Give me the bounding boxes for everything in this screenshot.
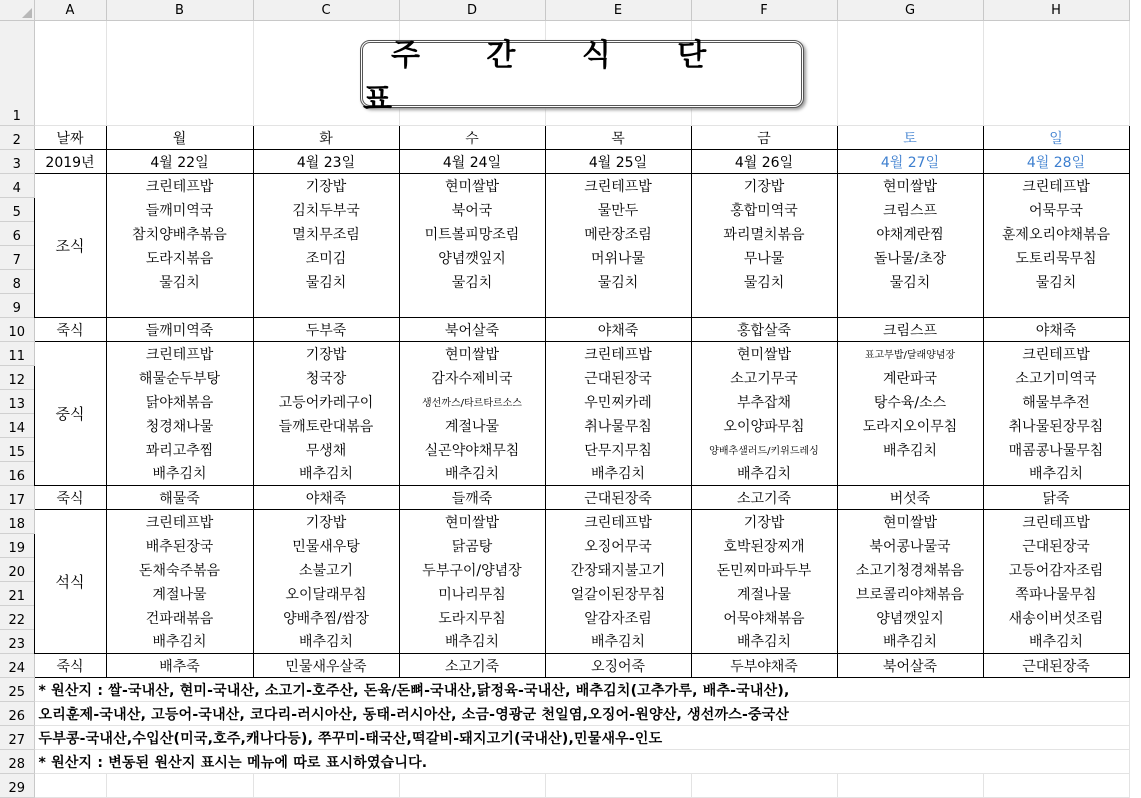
porridge-item-cell: 북어살죽	[399, 318, 545, 342]
menu-item-cell: 들깨미역국	[106, 198, 253, 222]
menu-item-cell	[691, 294, 837, 318]
menu-item-cell: 물김치	[253, 270, 399, 294]
menu-item-cell: 계절나물	[106, 582, 253, 606]
menu-item-cell: 탕수육/소스	[837, 390, 983, 414]
menu-item-cell: 단무지무침	[545, 438, 691, 462]
porridge-item-cell: 닭죽	[983, 486, 1129, 510]
menu-item-cell: 오이달래무침	[253, 582, 399, 606]
column-header[interactable]: G	[837, 0, 983, 21]
menu-item-cell: 현미쌀밥	[691, 342, 837, 366]
menu-item-cell	[106, 294, 253, 318]
menu-item-cell: 도토리묵무침	[983, 246, 1129, 270]
column-header[interactable]: A	[34, 0, 106, 21]
menu-item-cell: 간장돼지불고기	[545, 558, 691, 582]
row-header: 22	[0, 606, 34, 630]
column-header[interactable]: E	[545, 0, 691, 21]
menu-item-cell: 크린테프밥	[106, 174, 253, 198]
cell	[837, 774, 983, 798]
menu-item-cell: 크린테프밥	[106, 510, 253, 534]
menu-item-cell: 계란파국	[837, 366, 983, 390]
menu-item-cell: 고등어카레구이	[253, 390, 399, 414]
menu-item-cell: 크린테프밥	[983, 510, 1129, 534]
date-cell: 4월 27일	[837, 150, 983, 174]
day-header-cell: 일	[983, 126, 1129, 150]
menu-item-cell: 소고기미역국	[983, 366, 1129, 390]
menu-item-cell: 현미쌀밥	[399, 342, 545, 366]
row-header: 3	[0, 150, 34, 174]
menu-item-cell: 현미쌀밥	[399, 174, 545, 198]
column-header[interactable]: H	[983, 0, 1129, 21]
column-header[interactable]: D	[399, 0, 545, 21]
row-header: 1	[0, 21, 34, 126]
porridge-item-cell: 들깨죽	[399, 486, 545, 510]
porridge-item-cell: 소고기죽	[691, 486, 837, 510]
select-all-triangle-icon	[22, 8, 32, 18]
row-header: 16	[0, 462, 34, 486]
menu-item-cell: 크린테프밥	[983, 174, 1129, 198]
year-cell: 2019년	[34, 150, 106, 174]
menu-item-cell: 청국장	[253, 366, 399, 390]
menu-item-cell: 어묵무국	[983, 198, 1129, 222]
menu-item-cell: 메란장조림	[545, 222, 691, 246]
porridge-item-cell: 근대된장죽	[983, 654, 1129, 678]
menu-item-cell: 브로콜리야채볶음	[837, 582, 983, 606]
menu-item-cell: 도라지볶음	[106, 246, 253, 270]
menu-item-cell: 기장밥	[253, 174, 399, 198]
menu-item-cell: 건파래볶음	[106, 606, 253, 630]
row-header: 17	[0, 486, 34, 510]
row-header: 19	[0, 534, 34, 558]
meal-label-cell: 조식	[34, 174, 106, 318]
column-header[interactable]: C	[253, 0, 399, 21]
menu-item-cell: 기장밥	[253, 510, 399, 534]
meal-label-cell: 죽식	[34, 318, 106, 342]
row-header: 2	[0, 126, 34, 150]
row-header: 9	[0, 294, 34, 318]
menu-item-cell: 무생채	[253, 438, 399, 462]
menu-item-cell: 배추김치	[983, 630, 1129, 654]
porridge-item-cell: 근대된장죽	[545, 486, 691, 510]
origin-note: 두부콩-국내산,수입산(미국,호주,캐나다등), 쭈꾸미-태국산,떡갈비-돼지고기(국내산),민물새우-인도	[34, 726, 1129, 750]
menu-item-cell: 근대된장국	[983, 534, 1129, 558]
day-header-cell: 화	[253, 126, 399, 150]
menu-item-cell: 물김치	[983, 270, 1129, 294]
porridge-item-cell: 민물새우살죽	[253, 654, 399, 678]
origin-note: * 원산지 : 쌀-국내산, 현미-국내산, 소고기-호주산, 돈육/돈뼈-국내산,닭정육-국내산, 배추김치(고추가루, 배추-국내산),	[34, 678, 1129, 702]
meal-label-cell: 석식	[34, 510, 106, 654]
menu-item-cell: 김치두부국	[253, 198, 399, 222]
row-header: 26	[0, 702, 34, 726]
row-header: 4	[0, 174, 34, 198]
menu-item-cell: 계절나물	[399, 414, 545, 438]
menu-item-cell: 배추김치	[399, 462, 545, 486]
menu-item-cell: 현미쌀밥	[399, 510, 545, 534]
menu-item-cell: 알감자조림	[545, 606, 691, 630]
menu-item-cell: 크린테프밥	[545, 510, 691, 534]
menu-item-cell: 기장밥	[253, 342, 399, 366]
day-header-cell: 수	[399, 126, 545, 150]
porridge-item-cell: 버섯죽	[837, 486, 983, 510]
menu-item-cell	[253, 294, 399, 318]
day-header-cell: 목	[545, 126, 691, 150]
menu-item-cell: 현미쌀밥	[837, 174, 983, 198]
cell	[34, 21, 106, 126]
row-header: 14	[0, 414, 34, 438]
row-header: 11	[0, 342, 34, 366]
day-header-cell: 금	[691, 126, 837, 150]
date-cell: 4월 23일	[253, 150, 399, 174]
page-title: 주 간 식 단 표	[360, 40, 804, 108]
menu-item-cell: 청경채나물	[106, 414, 253, 438]
porridge-item-cell: 크림스프	[837, 318, 983, 342]
menu-item-cell: 돈채숙주볶음	[106, 558, 253, 582]
menu-item-cell: 돈민찌마파두부	[691, 558, 837, 582]
row-header: 12	[0, 366, 34, 390]
row-header: 20	[0, 558, 34, 582]
origin-note: * 원산지 : 변동된 원산지 표시는 메뉴에 따로 표시하였습니다.	[34, 750, 1129, 774]
porridge-item-cell: 야채죽	[253, 486, 399, 510]
menu-item-cell: 배추김치	[691, 462, 837, 486]
menu-item-cell: 소고기청경채볶음	[837, 558, 983, 582]
porridge-item-cell: 야채죽	[983, 318, 1129, 342]
date-cell: 4월 25일	[545, 150, 691, 174]
menu-item-cell: 배추김치	[545, 630, 691, 654]
menu-item-cell: 머위나물	[545, 246, 691, 270]
menu-item-cell: 물김치	[691, 270, 837, 294]
menu-item-cell: 표고무밥/달래양념장	[837, 342, 983, 366]
meal-label-cell: 중식	[34, 342, 106, 486]
menu-item-cell: 야채계란찜	[837, 222, 983, 246]
menu-item-cell: 취나물된장무침	[983, 414, 1129, 438]
menu-item-cell: 참치양배추볶음	[106, 222, 253, 246]
menu-item-cell	[545, 294, 691, 318]
row-header: 10	[0, 318, 34, 342]
cell	[983, 774, 1129, 798]
menu-item-cell: 크린테프밥	[106, 342, 253, 366]
menu-item-cell: 양념깻잎지	[399, 246, 545, 270]
menu-item-cell	[837, 294, 983, 318]
menu-item-cell: 민물새우탕	[253, 534, 399, 558]
menu-item-cell: 실곤약야채무침	[399, 438, 545, 462]
menu-item-cell: 물김치	[106, 270, 253, 294]
column-header[interactable]: F	[691, 0, 837, 21]
menu-item-cell: 기장밥	[691, 174, 837, 198]
meal-label-cell: 죽식	[34, 486, 106, 510]
menu-item-cell: 두부구이/양념장	[399, 558, 545, 582]
menu-item-cell: 현미쌀밥	[837, 510, 983, 534]
menu-item-cell: 꽈리멸치볶음	[691, 222, 837, 246]
menu-item-cell: 매콤콩나물무침	[983, 438, 1129, 462]
row-header: 21	[0, 582, 34, 606]
menu-item-cell: 꽈리고추찜	[106, 438, 253, 462]
row-header: 6	[0, 222, 34, 246]
menu-item-cell: 배추김치	[837, 438, 983, 462]
origin-note: 오리훈제-국내산, 고등어-국내산, 코다리-러시아산, 동태-러시아산, 소금-영광군 천일염,오징어-원양산, 생선까스-중국산	[34, 702, 1129, 726]
menu-item-cell: 배추김치	[691, 630, 837, 654]
porridge-item-cell: 야채죽	[545, 318, 691, 342]
cell	[34, 774, 106, 798]
porridge-item-cell: 해물죽	[106, 486, 253, 510]
menu-item-cell: 계절나물	[691, 582, 837, 606]
menu-item-cell: 미나리무침	[399, 582, 545, 606]
menu-item-cell: 새송이버섯조림	[983, 606, 1129, 630]
menu-item-cell: 배추김치	[837, 630, 983, 654]
date-cell: 4월 28일	[983, 150, 1129, 174]
menu-item-cell: 홍합미역국	[691, 198, 837, 222]
menu-item-cell: 배추된장국	[106, 534, 253, 558]
menu-item-cell: 멸치무조림	[253, 222, 399, 246]
meal-label-cell: 죽식	[34, 654, 106, 678]
row-header: 29	[0, 774, 34, 798]
menu-item-cell: 물김치	[545, 270, 691, 294]
menu-item-cell: 배추김치	[253, 630, 399, 654]
cell	[253, 774, 399, 798]
menu-item-cell: 물김치	[837, 270, 983, 294]
menu-item-cell	[399, 294, 545, 318]
menu-item-cell	[837, 462, 983, 486]
menu-item-cell: 우민찌카레	[545, 390, 691, 414]
menu-item-cell: 취나물무침	[545, 414, 691, 438]
day-header-cell: 월	[106, 126, 253, 150]
menu-item-cell: 오징어무국	[545, 534, 691, 558]
menu-item-cell: 부추잡채	[691, 390, 837, 414]
select-all-corner[interactable]	[0, 0, 34, 21]
menu-item-cell	[983, 294, 1129, 318]
porridge-item-cell: 오징어죽	[545, 654, 691, 678]
menu-item-cell: 북어국	[399, 198, 545, 222]
menu-item-cell: 물만두	[545, 198, 691, 222]
menu-item-cell: 크린테프밥	[983, 342, 1129, 366]
porridge-item-cell: 두부야채죽	[691, 654, 837, 678]
row-header: 8	[0, 270, 34, 294]
menu-item-cell: 기장밥	[691, 510, 837, 534]
porridge-item-cell: 홍합살죽	[691, 318, 837, 342]
menu-item-cell: 크림스프	[837, 198, 983, 222]
menu-item-cell: 고등어감자조림	[983, 558, 1129, 582]
menu-item-cell: 닭곰탕	[399, 534, 545, 558]
date-label-cell: 날짜	[34, 126, 106, 150]
porridge-item-cell: 배추죽	[106, 654, 253, 678]
date-cell: 4월 24일	[399, 150, 545, 174]
menu-item-cell: 감자수제비국	[399, 366, 545, 390]
menu-item-cell: 닭야채볶음	[106, 390, 253, 414]
menu-item-cell: 소불고기	[253, 558, 399, 582]
day-header-cell: 토	[837, 126, 983, 150]
menu-item-cell: 들깨토란대볶음	[253, 414, 399, 438]
date-cell: 4월 22일	[106, 150, 253, 174]
menu-item-cell: 얼갈이된장무침	[545, 582, 691, 606]
cell	[837, 21, 983, 126]
menu-item-cell: 근대된장국	[545, 366, 691, 390]
menu-item-cell: 배추김치	[253, 462, 399, 486]
cell	[545, 774, 691, 798]
menu-item-cell: 배추김치	[106, 630, 253, 654]
row-header: 24	[0, 654, 34, 678]
menu-item-cell: 해물순두부탕	[106, 366, 253, 390]
menu-item-cell: 크린테프밥	[545, 342, 691, 366]
menu-item-cell: 양배추샐러드/키위드레싱	[691, 438, 837, 462]
porridge-item-cell: 북어살죽	[837, 654, 983, 678]
menu-item-cell: 조미김	[253, 246, 399, 270]
menu-item-cell: 북어콩나물국	[837, 534, 983, 558]
row-header: 18	[0, 510, 34, 534]
cell	[691, 774, 837, 798]
menu-item-cell: 배추김치	[983, 462, 1129, 486]
menu-item-cell: 생선까스/타르타르소스	[399, 390, 545, 414]
row-header: 25	[0, 678, 34, 702]
cell	[106, 774, 253, 798]
menu-item-cell: 호박된장찌개	[691, 534, 837, 558]
porridge-item-cell: 두부죽	[253, 318, 399, 342]
menu-item-cell: 돌나물/초장	[837, 246, 983, 270]
porridge-item-cell: 들깨미역죽	[106, 318, 253, 342]
cell	[399, 774, 545, 798]
row-header: 15	[0, 438, 34, 462]
row-header: 7	[0, 246, 34, 270]
menu-item-cell: 물김치	[399, 270, 545, 294]
menu-item-cell: 훈제오리야채볶음	[983, 222, 1129, 246]
menu-item-cell: 오이양파무침	[691, 414, 837, 438]
menu-item-cell: 어묵야채볶음	[691, 606, 837, 630]
menu-item-cell: 양념깻잎지	[837, 606, 983, 630]
row-header: 23	[0, 630, 34, 654]
menu-item-cell: 미트볼피망조림	[399, 222, 545, 246]
row-header: 27	[0, 726, 34, 750]
menu-item-cell: 소고기무국	[691, 366, 837, 390]
cell	[106, 21, 253, 126]
menu-item-cell: 해물부추전	[983, 390, 1129, 414]
menu-item-cell: 도라지오이무침	[837, 414, 983, 438]
row-header: 28	[0, 750, 34, 774]
cell	[983, 21, 1129, 126]
date-cell: 4월 26일	[691, 150, 837, 174]
menu-item-cell: 배추김치	[106, 462, 253, 486]
row-header: 13	[0, 390, 34, 414]
menu-item-cell: 쪽파나물무침	[983, 582, 1129, 606]
column-header[interactable]: B	[106, 0, 253, 21]
menu-item-cell: 무나물	[691, 246, 837, 270]
row-header: 5	[0, 198, 34, 222]
menu-item-cell: 양배추찜/쌈장	[253, 606, 399, 630]
menu-item-cell: 도라지무침	[399, 606, 545, 630]
menu-item-cell: 배추김치	[545, 462, 691, 486]
menu-item-cell: 배추김치	[399, 630, 545, 654]
porridge-item-cell: 소고기죽	[399, 654, 545, 678]
menu-item-cell: 크린테프밥	[545, 174, 691, 198]
